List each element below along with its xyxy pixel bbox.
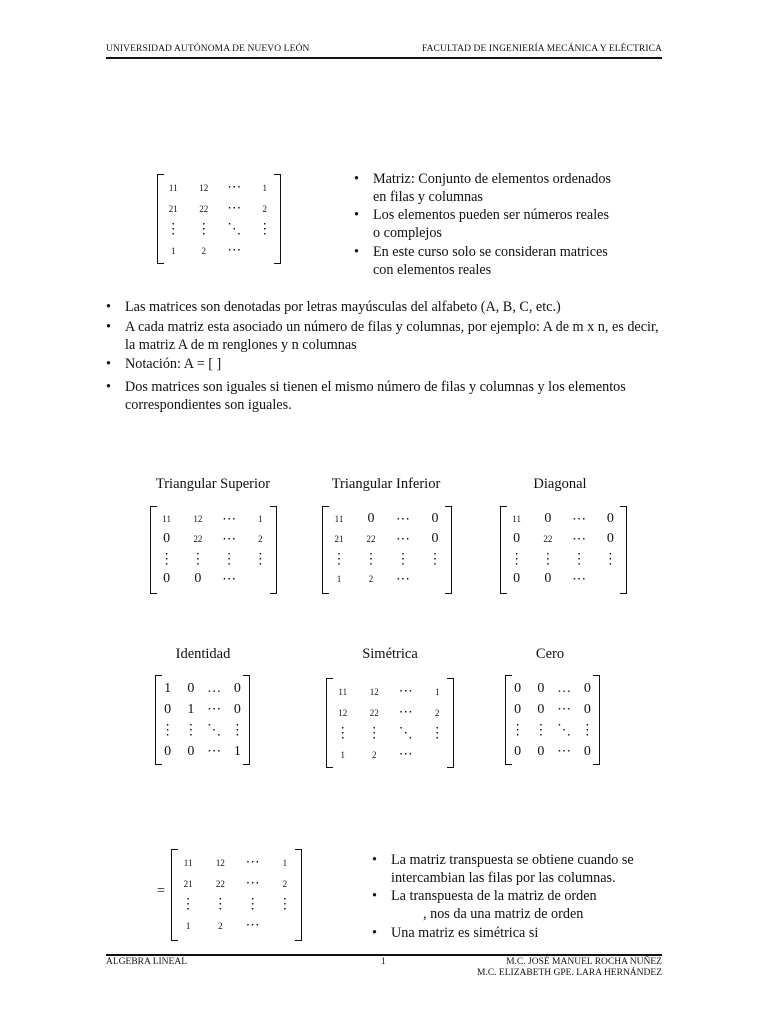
matrix-cell: 0 (537, 701, 545, 717)
main-bullet: • A cada matriz esta asociado un número de filas y columnas, por ejemplo: A de m x n, es decir, la matriz A de m renglones y n columnas (106, 319, 659, 353)
matrix-cell: 11 (183, 857, 193, 868)
title-zero: Cero (535, 646, 565, 662)
matrix-cell: ⋮ (222, 551, 237, 567)
matrix-cell: 2 (262, 203, 267, 214)
matrix-cell: ⋯ (396, 511, 410, 527)
matrix-cell: ⋯ (398, 684, 413, 699)
matrix-cell: ⋮ (335, 726, 350, 741)
symmetric-matrix (326, 678, 454, 768)
transpose-order-text: , nos da una matriz de orden (423, 906, 584, 922)
matrix-cell: ⋮ (159, 551, 174, 567)
matrix-row (501, 529, 626, 549)
matrix-cell: ⋮ (428, 551, 442, 567)
identity-matrix (155, 675, 250, 765)
matrix-row (172, 873, 301, 894)
matrix-cell: 0 (367, 511, 375, 526)
matrix-cell: 11 (512, 514, 521, 524)
intro-bullet: • En este curso solo se consideran matrices con elementos reales (354, 244, 608, 278)
matrix-cell: 2 (258, 534, 263, 544)
matrix-cell: 22 (366, 534, 376, 544)
matrix-row (323, 569, 451, 589)
title-identity: Identidad (175, 646, 231, 662)
matrix-cell: ⋯ (207, 702, 222, 717)
matrix-cell: ⋮ (245, 897, 260, 912)
matrix-row (506, 720, 599, 741)
title-symmetric: Simétrica (362, 646, 418, 662)
matrix-cell: ⋮ (367, 726, 382, 741)
matrix-cell: ⋯ (557, 702, 572, 717)
matrix-row (327, 681, 453, 702)
matrix-cell: ⋮ (213, 897, 228, 912)
matrix-cell: ⋯ (245, 918, 260, 933)
matrix-cell: 0 (513, 571, 521, 586)
matrix-cell: 22 (369, 707, 379, 718)
matrix-cell: 1 (282, 857, 288, 868)
matrix-cell: ⋮ (430, 726, 445, 741)
matrix-row (156, 699, 249, 720)
matrix-cell: 0 (194, 571, 202, 586)
matrix-cell: ⋮ (190, 551, 205, 567)
matrix-row (151, 549, 276, 569)
matrix-cell: 0 (233, 701, 241, 717)
matrix-cell: 1 (164, 680, 172, 696)
matrix-cell: 22 (199, 203, 209, 214)
matrix-row (158, 198, 280, 219)
header-rule (106, 57, 662, 59)
matrix-cell: ⋯ (245, 855, 260, 870)
matrix-cell: ⋮ (603, 551, 618, 567)
matrix-cell: 0 (164, 701, 172, 717)
matrix-cell: ⋱ (398, 726, 413, 741)
matrix-cell: 2 (201, 245, 206, 256)
matrix-row (323, 549, 451, 569)
matrix-cell: ⋮ (257, 222, 272, 237)
matrix-row (156, 741, 249, 762)
matrix-cell: 0 (514, 743, 522, 759)
footer-course: ALGEBRA LINEAL (106, 957, 188, 967)
matrix-cell: 1 (435, 686, 440, 697)
matrix-row (172, 915, 301, 936)
matrix-cell: 21 (183, 878, 193, 889)
matrix-cell: 11 (338, 686, 348, 697)
diagonal-matrix (500, 506, 627, 594)
matrix-cell: ⋮ (580, 723, 595, 738)
matrix-cell: 21 (168, 203, 178, 214)
matrix-cell: 12 (193, 514, 203, 524)
matrix-cell: ⋮ (181, 897, 196, 912)
matrix-cell: ⋮ (253, 551, 268, 567)
matrix-cell: 1 (336, 574, 342, 584)
matrix-row (172, 894, 301, 915)
matrix-cell: 11 (162, 514, 171, 524)
matrix-cell: 0 (187, 680, 195, 696)
matrix-cell: 0 (583, 680, 591, 696)
matrix-row (327, 702, 453, 723)
matrix-cell: 2 (372, 749, 377, 760)
matrix-cell: 1 (233, 743, 241, 759)
matrix-cell: 0 (583, 743, 591, 759)
matrix-cell: ⋯ (572, 571, 587, 587)
matrix-cell: 0 (544, 571, 552, 586)
matrix-cell: 0 (544, 511, 552, 526)
zero-matrix (505, 675, 600, 765)
matrix-cell: ⋯ (398, 747, 413, 762)
matrix-cell: 21 (334, 534, 344, 544)
matrix-cell: 22 (215, 878, 225, 889)
matrix-cell: ⋯ (222, 531, 237, 547)
header-university: UNIVERSIDAD AUTÓNOMA DE NUEVO LEÓN (106, 44, 310, 54)
lower-triangular-matrix (322, 506, 452, 594)
matrix-cell: 0 (583, 701, 591, 717)
matrix-cell: ⋱ (207, 723, 222, 738)
matrix-cell: ⋯ (222, 571, 237, 587)
matrix-row (151, 509, 276, 529)
matrix-cell: ⋮ (396, 551, 410, 567)
matrix-row (501, 549, 626, 569)
matrix-cell: 0 (514, 701, 522, 717)
matrix-cell: ⋱ (557, 723, 572, 738)
transpose-bullet: • La matriz transpuesta se obtiene cuando se intercambian las filas por las columnas. (372, 852, 634, 886)
matrix-row (151, 529, 276, 549)
matrix-row (327, 744, 453, 765)
footer-page-number: 1 (381, 957, 386, 967)
matrix-cell: ⋯ (227, 180, 242, 195)
matrix-cell: ⋯ (245, 876, 260, 891)
transpose-matrix (171, 849, 302, 941)
matrix-cell: 1 (171, 245, 176, 256)
matrix-cell: ⋮ (166, 222, 181, 237)
matrix-cell: ⋯ (222, 511, 237, 527)
matrix-cell: 12 (199, 182, 209, 193)
matrix-cell: 1 (262, 182, 267, 193)
matrix-cell: … (207, 680, 222, 696)
footer-rule (106, 954, 662, 956)
matrix-cell: ⋱ (227, 222, 242, 237)
matrix-cell: 2 (282, 878, 288, 889)
matrix-cell: 0 (606, 511, 614, 526)
matrix-cell: ⋮ (364, 551, 378, 567)
intro-bullet: • Matriz: Conjunto de elementos ordenados en filas y columnas (354, 171, 611, 205)
matrix-cell: ⋮ (160, 723, 175, 738)
matrix-cell: 12 (369, 686, 379, 697)
equals-sign: = (157, 883, 166, 899)
matrix-cell: ⋯ (572, 511, 587, 527)
header-faculty: FACULTAD DE INGENIERÍA MECÁNICA Y ELÉCTRICA (421, 44, 662, 54)
matrix-row (172, 852, 301, 873)
matrix-cell: 2 (368, 574, 374, 584)
matrix-cell: 0 (606, 531, 614, 546)
matrix-cell: … (557, 680, 572, 696)
matrix-row (158, 177, 280, 198)
matrix-cell: ⋯ (396, 531, 410, 547)
matrix-cell: ⋮ (510, 723, 525, 738)
matrix-cell: 0 (537, 743, 545, 759)
matrix-cell: ⋮ (540, 551, 555, 567)
matrix-cell: 0 (513, 531, 521, 546)
general-matrix (157, 174, 281, 264)
matrix-row (501, 509, 626, 529)
footer-author-2: M.C. ELIZABETH GPE. LARA HERNÁNDEZ (477, 968, 662, 978)
matrix-cell: ⋯ (572, 531, 587, 547)
matrix-row (156, 720, 249, 741)
matrix-cell: ⋯ (557, 744, 572, 759)
matrix-cell: 1 (187, 701, 195, 717)
matrix-cell: 11 (168, 182, 178, 193)
matrix-cell: ⋮ (332, 551, 346, 567)
matrix-cell: 0 (514, 680, 522, 696)
matrix-row (151, 569, 276, 589)
matrix-row (506, 699, 599, 720)
matrix-row (501, 569, 626, 589)
matrix-cell: ⋯ (227, 243, 242, 258)
matrix-cell: 0 (163, 531, 171, 546)
matrix-row (323, 509, 451, 529)
matrix-cell: ⋮ (277, 897, 292, 912)
matrix-cell: 0 (187, 743, 195, 759)
matrix-cell: ⋮ (533, 723, 548, 738)
matrix-cell: 12 (215, 857, 225, 868)
matrix-cell: ⋮ (183, 723, 198, 738)
matrix-cell: ⋮ (196, 222, 211, 237)
transpose-bullet: • Una matriz es simétrica si (372, 925, 539, 941)
matrix-cell: 0 (431, 511, 439, 526)
matrix-cell: ⋯ (207, 744, 222, 759)
matrix-row (156, 678, 249, 699)
title-upper-triangular: Triangular Superior (155, 476, 271, 492)
matrix-row (158, 240, 280, 261)
matrix-cell: 2 (435, 707, 440, 718)
intro-bullet: • Los elementos pueden ser números reales o complejos (354, 207, 609, 241)
transpose-bullet: • La transpuesta de la matriz de orden (372, 888, 597, 904)
matrix-row (506, 741, 599, 762)
matrix-cell: ⋮ (230, 723, 245, 738)
footer-author-1: M.C. JOSÉ MANUEL ROCHA NUÑEZ (506, 957, 662, 967)
title-lower-triangular: Triangular Inferior (331, 476, 441, 492)
matrix-cell: 0 (233, 680, 241, 696)
matrix-cell: 12 (338, 707, 348, 718)
matrix-row (158, 219, 280, 240)
matrix-cell: ⋯ (398, 705, 413, 720)
matrix-row (506, 678, 599, 699)
matrix-row (323, 529, 451, 549)
main-bullet: • Dos matrices son iguales si tienen el mismo número de filas y columnas y los elementos correspondientes son iguales. (106, 379, 626, 413)
main-bullet: • Notación: A = [ ] (106, 356, 222, 372)
matrix-cell: 1 (340, 749, 345, 760)
matrix-cell: ⋮ (509, 551, 524, 567)
matrix-cell: ⋯ (227, 201, 242, 216)
matrix-cell: 0 (164, 743, 172, 759)
matrix-cell: 0 (537, 680, 545, 696)
matrix-cell: 1 (185, 920, 191, 931)
main-bullet: • Las matrices son denotadas por letras mayúsculas del alfabeto (A, B, C, etc.) (106, 299, 561, 315)
matrix-cell: ⋮ (572, 551, 587, 567)
matrix-cell: ⋯ (396, 571, 410, 587)
matrix-cell: 2 (218, 920, 223, 931)
upper-triangular-matrix (150, 506, 277, 594)
matrix-cell: 0 (163, 571, 171, 586)
matrix-cell: 22 (193, 534, 203, 544)
matrix-row (327, 723, 453, 744)
title-diagonal: Diagonal (533, 476, 587, 492)
matrix-cell: 22 (543, 534, 553, 544)
matrix-cell: 1 (258, 514, 263, 524)
matrix-cell: 0 (431, 531, 439, 546)
matrix-cell: 11 (334, 514, 344, 524)
